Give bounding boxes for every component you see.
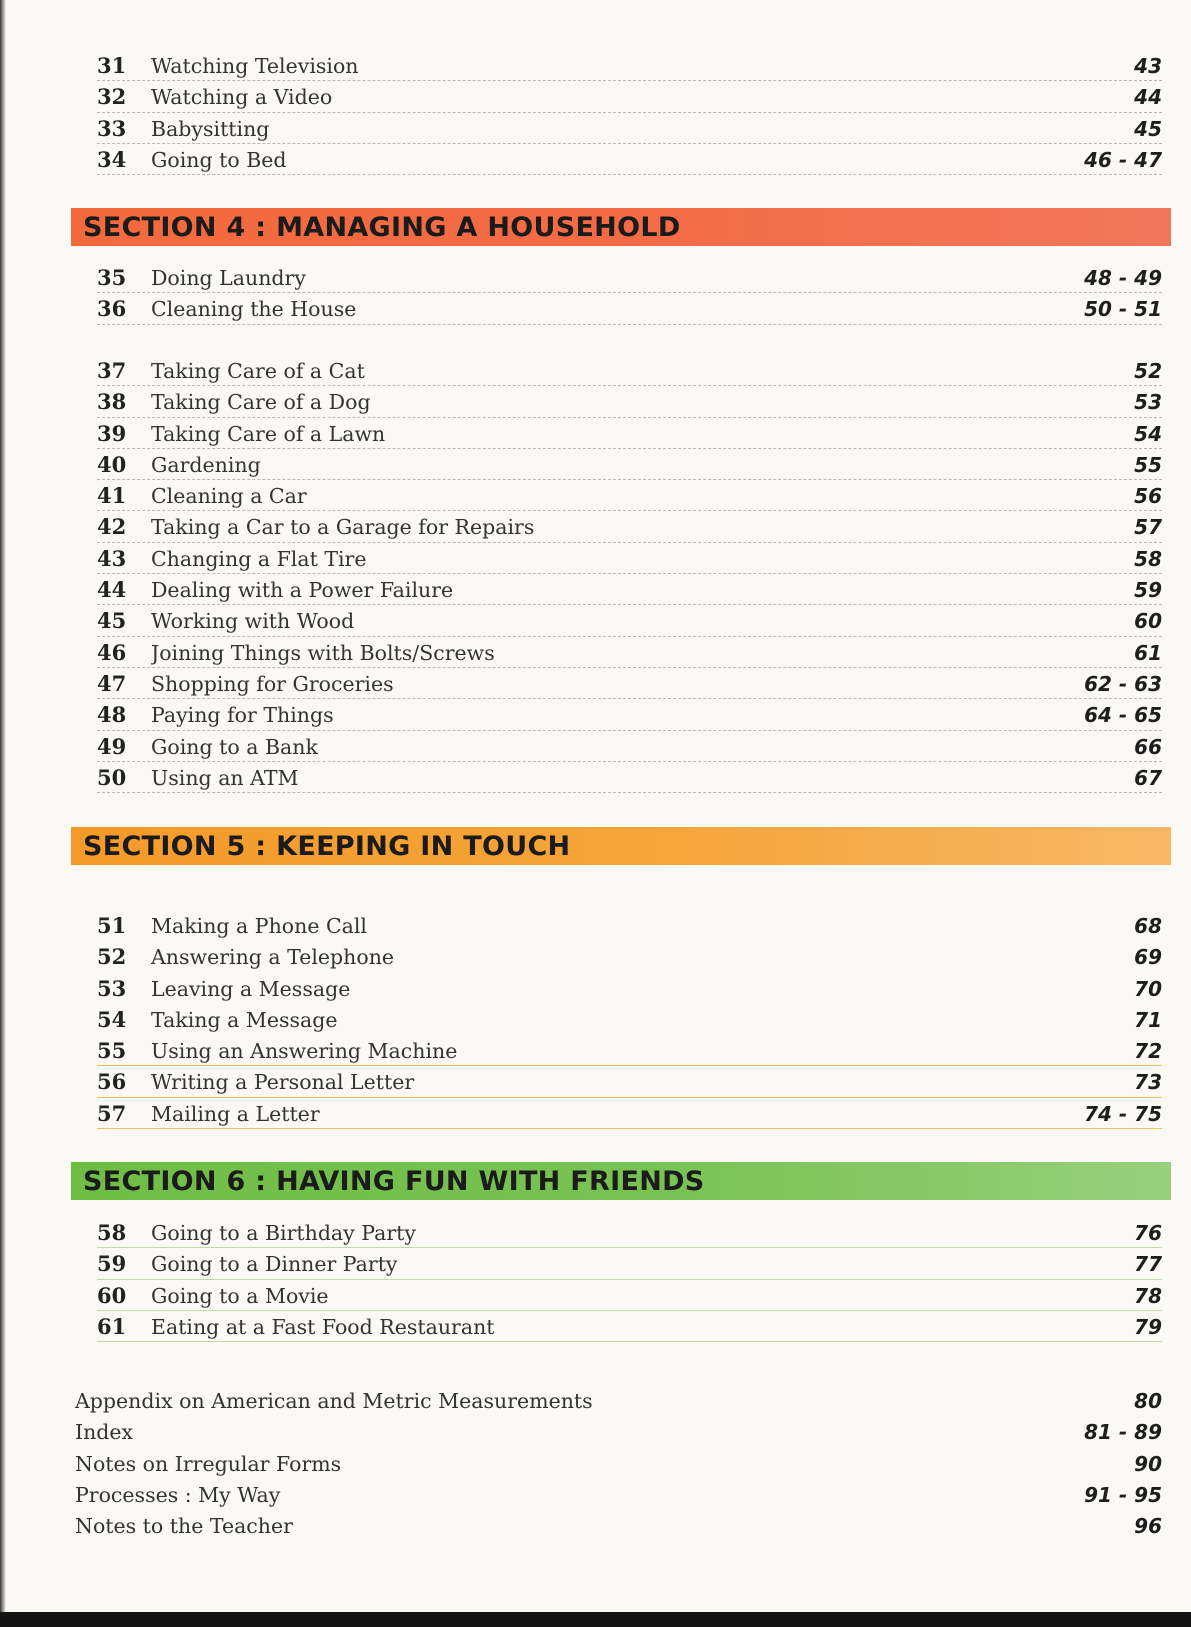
toc-row	[97, 668, 1162, 699]
lesson-title: Going to a Movie	[151, 1283, 329, 1308]
page-number: 77	[1134, 1252, 1162, 1277]
lesson-number: 43	[97, 545, 127, 571]
toc-row	[97, 386, 1162, 417]
page-number: 66	[1134, 734, 1162, 759]
toc-row	[97, 637, 1162, 668]
section-4-list-b	[97, 355, 1162, 793]
page-number: 70	[1134, 976, 1162, 1001]
page-number: 72	[1134, 1039, 1162, 1064]
page-number: 57	[1134, 515, 1162, 540]
lesson-number: 59	[97, 1251, 127, 1277]
lesson-number: 34	[97, 146, 127, 172]
section-5-header	[71, 827, 1171, 865]
lesson-title: Joining Things with Bolts/Screws	[151, 640, 495, 665]
lesson-number: 39	[97, 420, 127, 446]
page-number: 46 - 47	[1084, 147, 1162, 172]
lesson-title: Dealing with a Power Failure	[151, 578, 454, 603]
lesson-title: Doing Laundry	[151, 266, 306, 290]
lesson-title: Using an Answering Machine	[151, 1039, 458, 1064]
toc-row	[97, 762, 1162, 793]
lesson-title: Answering a Telephone	[151, 945, 395, 970]
lesson-number: 52	[97, 944, 127, 970]
lesson-number: 42	[97, 514, 127, 540]
back-matter-title: Notes on Irregular Forms	[75, 1451, 342, 1476]
lesson-title: Going to a Birthday Party	[151, 1221, 416, 1245]
section-4-heading: SECTION 4 : MANAGING A HOUSEHOLD	[83, 211, 681, 243]
section-4-header	[71, 208, 1171, 246]
page-number: 44	[1134, 85, 1162, 110]
toc-row	[97, 449, 1162, 480]
lesson-number: 44	[97, 577, 127, 603]
toc-row	[97, 543, 1162, 574]
toc-row	[97, 113, 1162, 144]
page-number: 59	[1134, 578, 1162, 603]
page-number: 68	[1134, 914, 1162, 938]
page-number: 78	[1134, 1283, 1162, 1308]
page-number: 79	[1134, 1314, 1162, 1339]
page-number: 62 - 63	[1084, 671, 1162, 696]
section-4-list-a	[97, 262, 1162, 325]
toc-row	[97, 144, 1162, 175]
lesson-title: Making a Phone Call	[151, 914, 367, 938]
back-matter-title: Processes : My Way	[75, 1482, 281, 1507]
section-6-list	[97, 1217, 1162, 1342]
lesson-number: 58	[97, 1220, 127, 1245]
lesson-number: 61	[97, 1313, 127, 1339]
back-matter-title: Notes to the Teacher	[75, 1514, 293, 1539]
page-number: 67	[1134, 765, 1162, 790]
toc-row	[97, 699, 1162, 730]
lesson-title: Taking Care of a Cat	[151, 359, 365, 383]
lesson-title: Going to Bed	[151, 147, 287, 172]
back-matter-row	[75, 1417, 1162, 1448]
section-6-header	[71, 1162, 1171, 1200]
lesson-number: 32	[97, 84, 127, 110]
lesson-title: Leaving a Message	[151, 976, 351, 1001]
back-matter-row	[75, 1449, 1162, 1480]
lesson-number: 46	[97, 639, 127, 665]
toc-row	[97, 81, 1162, 112]
lesson-number: 37	[97, 358, 127, 383]
lesson-number: 38	[97, 389, 127, 415]
back-matter-title: Index	[75, 1420, 134, 1445]
toc-row	[97, 1035, 1162, 1066]
lesson-title: Taking Care of a Lawn	[151, 421, 386, 446]
toc-row	[97, 1248, 1162, 1279]
back-matter-row	[75, 1480, 1162, 1511]
page-number: 45	[1134, 116, 1162, 141]
toc-row	[97, 1098, 1162, 1129]
lesson-number: 50	[97, 764, 127, 790]
page-number: 54	[1134, 421, 1162, 446]
lesson-title: Shopping for Groceries	[151, 671, 394, 696]
page-number: 73	[1134, 1070, 1162, 1095]
toc-row	[97, 605, 1162, 636]
page-number: 74 - 75	[1084, 1101, 1162, 1126]
toc-row	[97, 355, 1162, 386]
lesson-title: Paying for Things	[151, 703, 334, 728]
lesson-title: Writing a Personal Letter	[151, 1070, 415, 1095]
section-6-heading: SECTION 6 : HAVING FUN WITH FRIENDS	[83, 1165, 705, 1197]
back-matter-row	[75, 1511, 1162, 1542]
lesson-number: 33	[97, 115, 127, 141]
lesson-number: 47	[97, 670, 127, 696]
lesson-title: Gardening	[151, 452, 261, 477]
toc-row	[97, 1311, 1162, 1342]
section-5-list	[97, 910, 1162, 1129]
lesson-title: Watching a Video	[151, 85, 333, 110]
lesson-title: Babysitting	[151, 116, 270, 141]
toc-row	[97, 1004, 1162, 1035]
page-number: 91 - 95	[1084, 1482, 1162, 1507]
lesson-number: 40	[97, 451, 127, 477]
toc-row	[97, 480, 1162, 511]
lesson-number: 56	[97, 1069, 127, 1095]
lesson-number: 35	[97, 265, 127, 290]
lesson-number: 60	[97, 1282, 127, 1308]
page-number: 96	[1134, 1514, 1162, 1539]
toc-row	[97, 941, 1162, 972]
page-number: 53	[1134, 390, 1162, 415]
section-3-tail-list	[97, 50, 1162, 175]
lesson-number: 53	[97, 975, 127, 1001]
page-number: 58	[1134, 546, 1162, 571]
page-number: 71	[1134, 1007, 1162, 1032]
lesson-title: Cleaning the House	[151, 297, 357, 322]
lesson-title: Taking Care of a Dog	[151, 390, 371, 415]
scan-bottom-edge	[0, 1612, 1191, 1627]
page-number: 90	[1134, 1451, 1162, 1476]
toc-row	[97, 418, 1162, 449]
lesson-number: 41	[97, 483, 127, 509]
lesson-title: Taking a Message	[151, 1007, 338, 1032]
toc-row	[97, 574, 1162, 605]
toc-row	[97, 910, 1162, 941]
back-matter-row	[75, 1386, 1162, 1417]
lesson-title: Working with Wood	[151, 609, 355, 634]
lesson-title: Watching Television	[151, 54, 359, 78]
lesson-title: Going to a Dinner Party	[151, 1252, 398, 1277]
lesson-title: Using an ATM	[151, 765, 299, 790]
toc-row	[97, 1280, 1162, 1311]
lesson-number: 57	[97, 1100, 127, 1126]
lesson-title: Taking a Car to a Garage for Repairs	[151, 515, 535, 540]
back-matter-title: Appendix on American and Metric Measurements	[75, 1389, 593, 1413]
page-number: 43	[1134, 54, 1162, 78]
lesson-number: 31	[97, 53, 127, 78]
page-number: 76	[1134, 1221, 1162, 1245]
page-number: 81 - 89	[1084, 1420, 1162, 1445]
page-number: 52	[1134, 359, 1162, 383]
page-edge-shadow	[0, 0, 6, 1627]
lesson-title: Eating at a Fast Food Restaurant	[151, 1314, 495, 1339]
toc-row	[97, 1066, 1162, 1097]
lesson-title: Changing a Flat Tire	[151, 546, 367, 571]
page-number: 69	[1134, 945, 1162, 970]
lesson-title: Cleaning a Car	[151, 484, 307, 509]
toc-row	[97, 973, 1162, 1004]
page-number: 48 - 49	[1084, 266, 1162, 290]
section-5-heading: SECTION 5 : KEEPING IN TOUCH	[83, 830, 571, 862]
page-number: 50 - 51	[1084, 297, 1162, 322]
toc-row	[97, 511, 1162, 542]
lesson-title: Mailing a Letter	[151, 1101, 320, 1126]
lesson-number: 55	[97, 1038, 127, 1064]
lesson-number: 49	[97, 733, 127, 759]
back-matter-list	[75, 1386, 1162, 1542]
page-number: 80	[1134, 1389, 1162, 1413]
lesson-number: 36	[97, 296, 127, 322]
toc-row	[97, 731, 1162, 762]
page-number: 56	[1134, 484, 1162, 509]
page-number: 55	[1134, 452, 1162, 477]
toc-row	[97, 262, 1162, 293]
page-number: 64 - 65	[1084, 703, 1162, 728]
lesson-number: 45	[97, 608, 127, 634]
toc-row	[97, 50, 1162, 81]
toc-row	[97, 1217, 1162, 1248]
lesson-number: 54	[97, 1006, 127, 1032]
lesson-number: 48	[97, 702, 127, 728]
lesson-number: 51	[97, 913, 127, 938]
page-number: 61	[1134, 640, 1162, 665]
lesson-title: Going to a Bank	[151, 734, 318, 759]
page-number: 60	[1134, 609, 1162, 634]
toc-row	[97, 293, 1162, 324]
